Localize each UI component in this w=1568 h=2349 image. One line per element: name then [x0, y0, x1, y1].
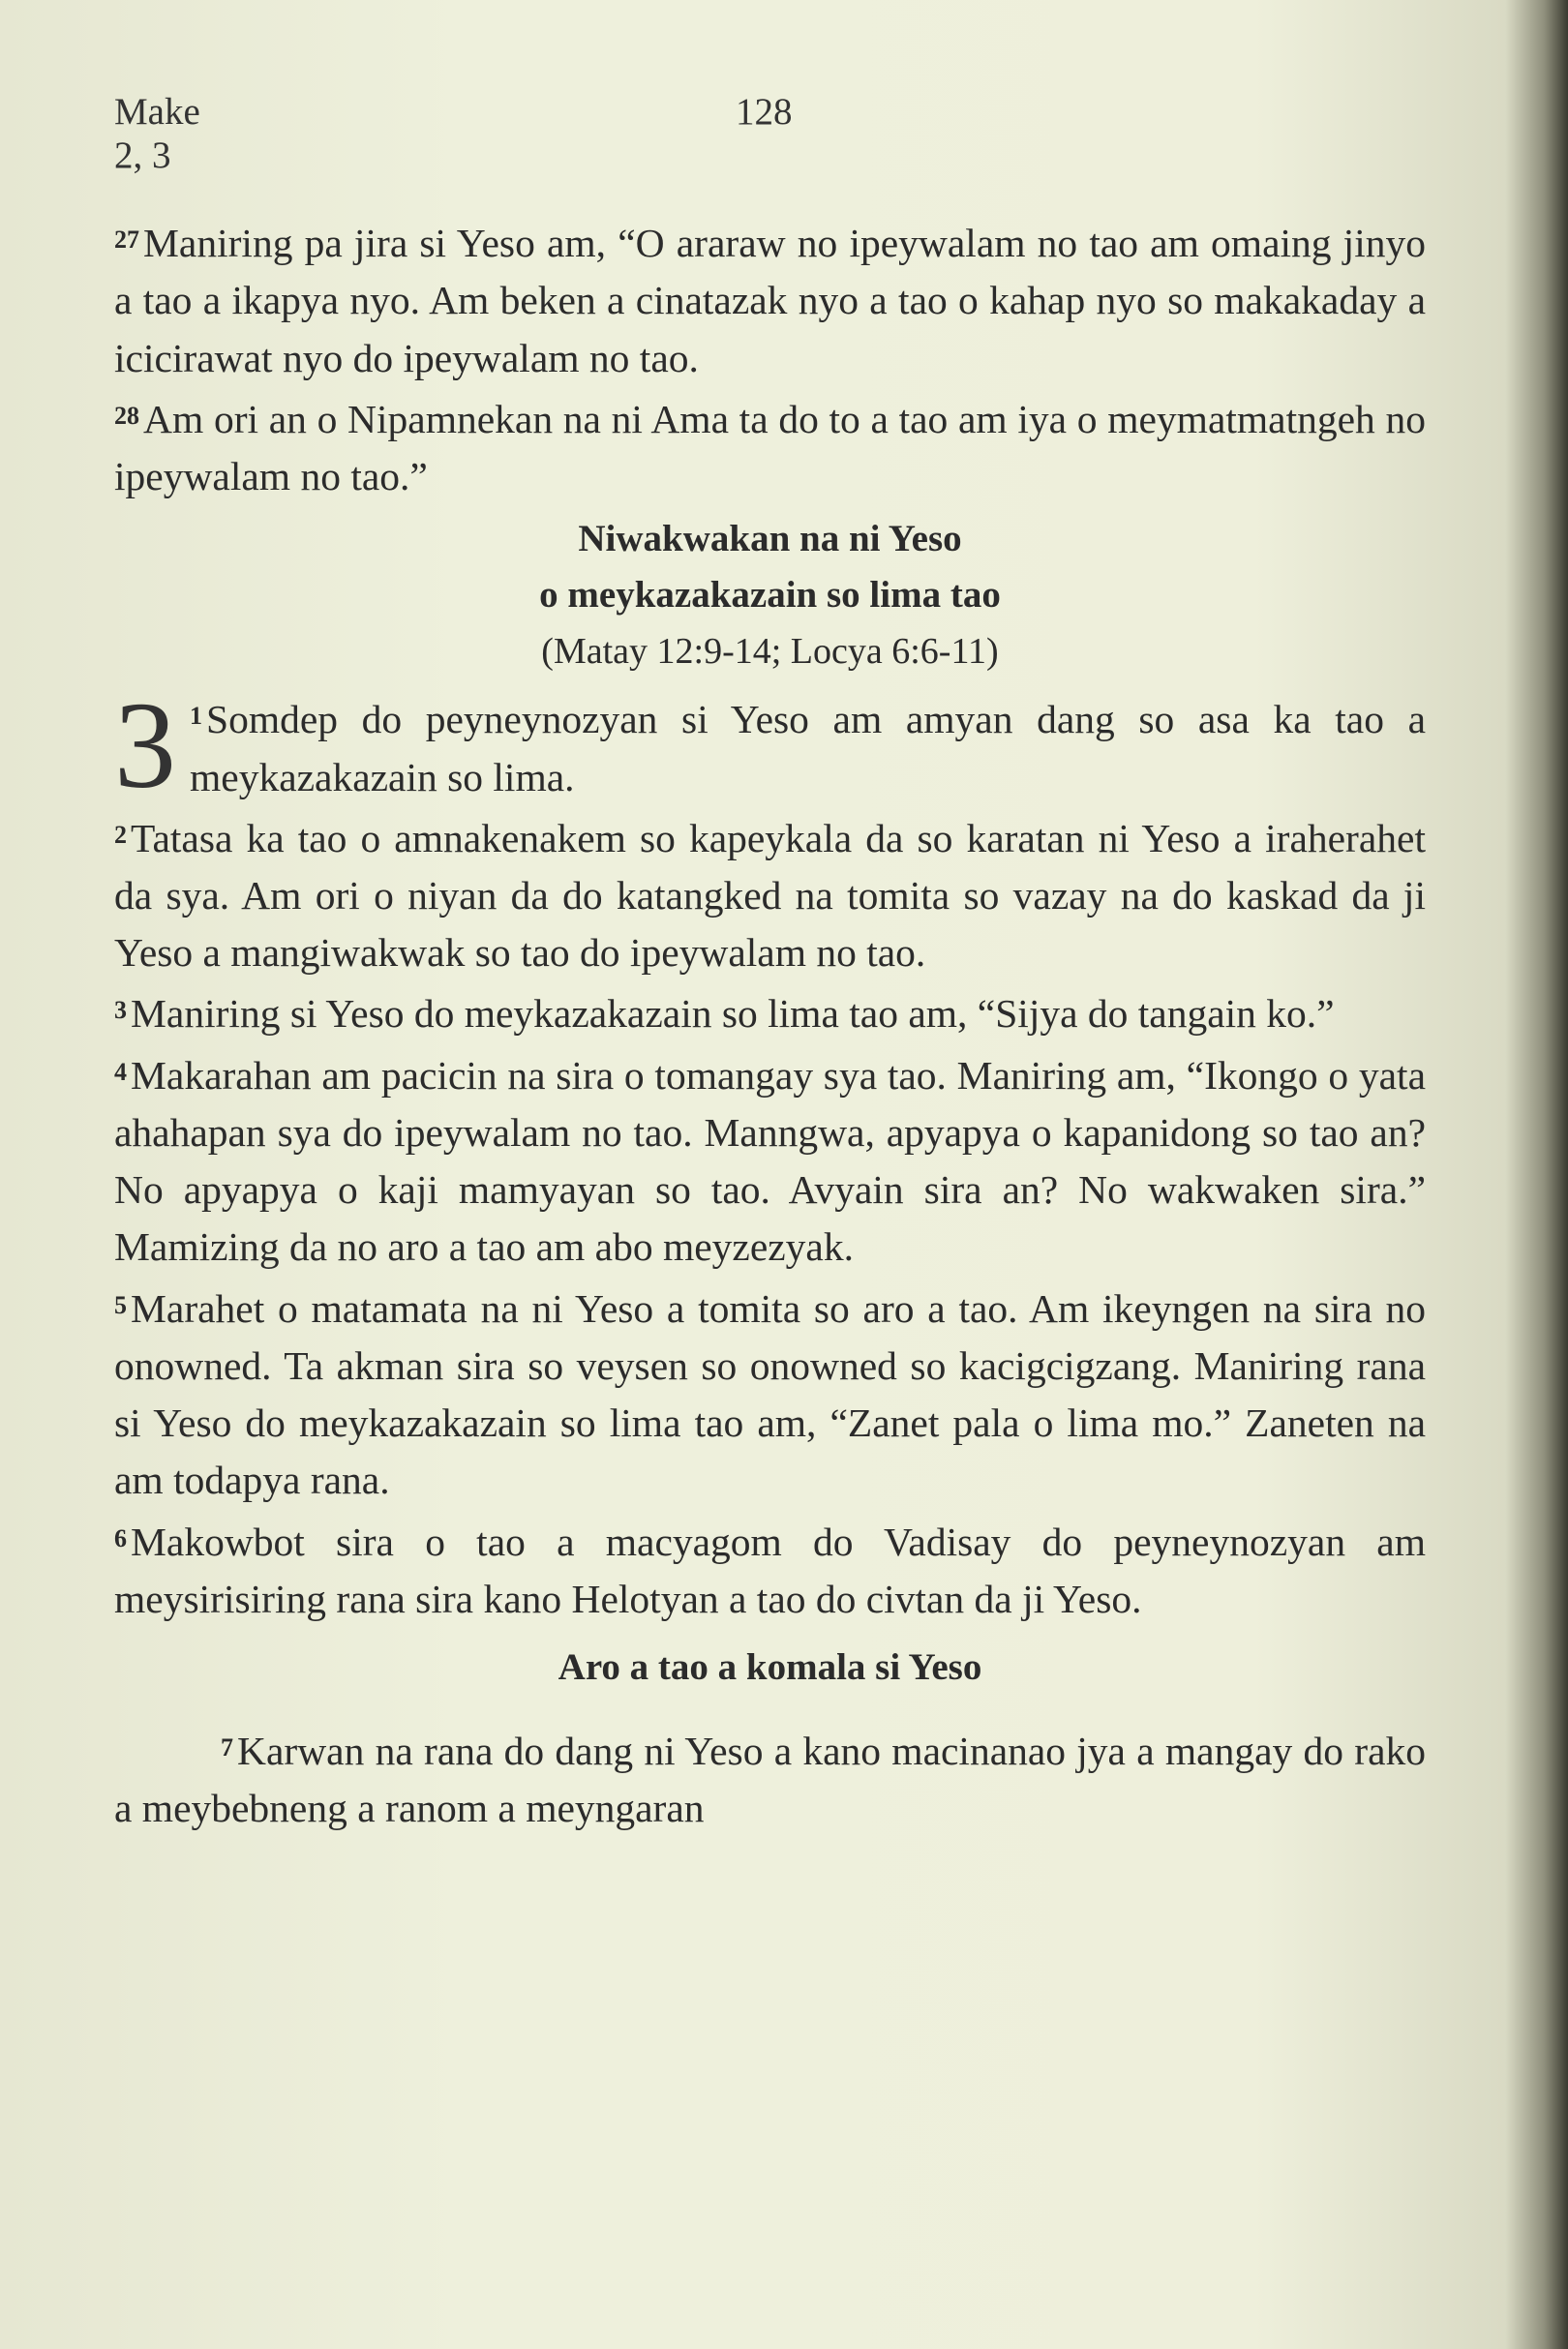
verse-text: Tatasa ka tao o amnakenakem so kapeykala da so karatan ni Yeso a iraherahet da sya. Am ori o niyan da do katangked na tomita so vazay na do kaskad da ji Yeso a mangiwakwak so tao do ipeywalam no tao.	[114, 815, 1426, 976]
verse-text: Maniring si Yeso do meykazakazain so lima tao am, “Sijya do tangain ko.”	[131, 991, 1335, 1037]
section-heading-line: o meykazakazain so lima tao	[539, 574, 1001, 617]
verse-paragraph	[114, 1277, 1426, 1510]
verse-number: 28	[114, 401, 139, 430]
verse-text: Makowbot sira o tao a macyagom do Vadisay do peyneynozyan am meysirisiring rana sira kano Helotyan a tao do civtan da ji Yeso.	[114, 1519, 1426, 1621]
verse-paragraph	[114, 806, 1426, 982]
verse-number: 4	[114, 1057, 127, 1086]
verse-text: Am ori an o Nipamnekan na ni Ama ta do to a tao am iya o meymatmatngeh no ipeywalam no tao.”	[114, 396, 1426, 498]
verse-paragraph	[114, 677, 1426, 815]
verse-number: 7	[221, 1733, 233, 1762]
verse-text: Karwan na rana do dang ni Yeso a kano macinanao jya a mangay do rako a meybebneng a ranom a meyngaran	[114, 1729, 1426, 1831]
verse-number: 2	[114, 820, 127, 849]
verse-paragraph	[114, 1510, 1426, 1629]
verse-number: 1	[190, 702, 202, 731]
verse-text: Maniring pa jira si Yeso am, “O araraw no ipeywalam no tao am omaing jinyo a tao a ikapya nyo. Am beken a cinatazak nyo a tao o kahap nyo so makakaday a icicirawat nyo do ipeywalam no tao.	[114, 221, 1426, 380]
verse-text: Marahet o matamata na ni Yeso a tomita so aro a tao. Am ikeyngen na sira no onowned. Ta akman sira so veysen so onowned so kacigcigzang. Maniring rana si Yeso do meykazakazain so lima tao am, “Zanet pala o lima mo.” Zaneten na am todapya rana.	[114, 1285, 1426, 1503]
verse-number: 3	[114, 996, 127, 1025]
verse-paragraph	[114, 211, 1426, 387]
section-heading-line: Niwakwakan na ni Yeso	[578, 518, 962, 560]
verse-number: 6	[114, 1523, 127, 1552]
verse-paragraph	[114, 387, 1426, 506]
cross-reference: (Matay 12:9-14; Locya 6:6-11)	[541, 631, 999, 673]
chapter-number: 3	[114, 677, 176, 815]
verse-number: 27	[114, 226, 139, 254]
verse-paragraph	[114, 1719, 1426, 1838]
verse-paragraph	[114, 1043, 1426, 1277]
verse-paragraph	[114, 981, 1426, 1042]
verse-number: 5	[114, 1290, 127, 1319]
section-heading: Aro a tao a komala si Yeso	[558, 1646, 982, 1689]
verse-text: Somdep do peyneynozyan si Yeso am amyan dang so asa ka tao a meykazakazain so lima.	[190, 697, 1426, 799]
verse-text: Makarahan am pacicin na sira o tomangay sya tao. Maniring am, “Ikongo o yata ahahapan sya do ipeywalam no tao. Manngwa, apyapya o kapanidong so tao an? No apyapya o kaji mamyayan so tao. Avyain sira an? No wakwaken sira.” Mamizing da no aro a tao am abo meyzezyak.	[114, 1052, 1426, 1270]
book-chapter-reference: Make 2, 3	[114, 91, 200, 176]
page-number: 128	[736, 91, 793, 133]
section-heading	[114, 511, 1426, 623]
scripture-body	[114, 211, 1426, 1838]
